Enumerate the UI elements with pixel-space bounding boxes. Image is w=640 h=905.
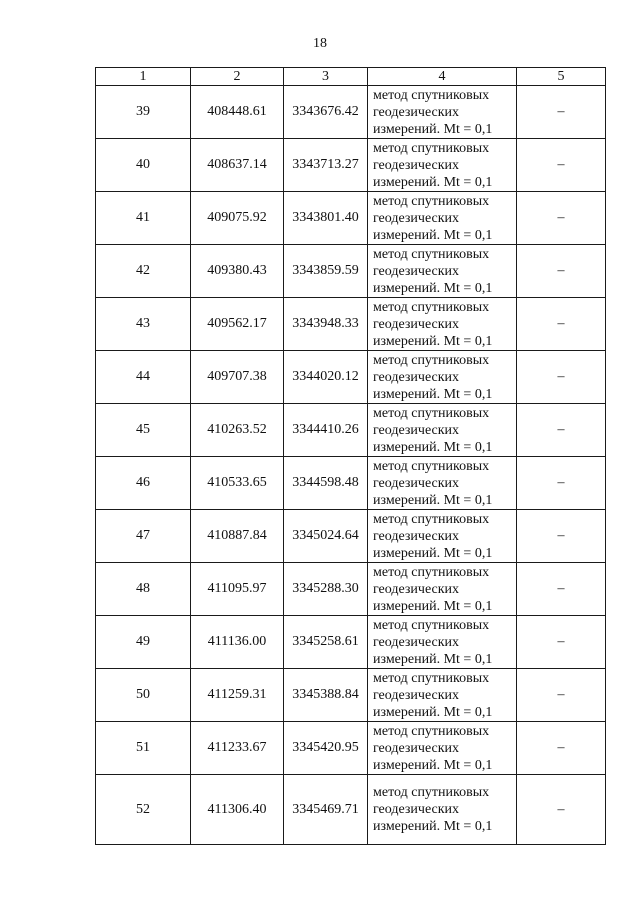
y-coordinate-cell: 3344410.26 xyxy=(284,404,368,457)
note-cell: – xyxy=(517,510,606,563)
point-number-cell: 44 xyxy=(96,351,191,404)
method-line: метод спутниковых xyxy=(373,785,490,800)
method-line: метод спутниковых xyxy=(373,723,490,739)
method-line: метод спутниковых xyxy=(373,140,490,156)
y-coordinate-cell: 3344020.12 xyxy=(284,351,368,404)
method-line: измерений. Mt = 0,1 xyxy=(373,819,493,834)
coordinates-table xyxy=(95,67,606,845)
table-row xyxy=(96,669,606,722)
point-number-cell: 39 xyxy=(96,86,191,139)
method-line: геодезических xyxy=(373,210,460,226)
y-coordinate-cell: 3343948.33 xyxy=(284,298,368,351)
method-line: метод спутниковых xyxy=(373,405,490,421)
method-line: метод спутниковых xyxy=(373,617,490,633)
y-coordinate-cell: 3345469.71 xyxy=(284,775,368,845)
x-coordinate-cell: 411233.67 xyxy=(191,722,284,775)
method-line: геодезических xyxy=(373,475,460,491)
table-row xyxy=(96,563,606,616)
note-cell: – xyxy=(517,563,606,616)
table-row xyxy=(96,457,606,510)
method-cell xyxy=(368,298,517,351)
method-line: метод спутниковых xyxy=(373,299,490,315)
method-cell xyxy=(368,245,517,298)
method-line: измерений. Mt = 0,1 xyxy=(373,227,493,243)
column-header: 5 xyxy=(517,68,606,86)
y-coordinate-cell: 3345288.30 xyxy=(284,563,368,616)
y-coordinate-cell: 3345420.95 xyxy=(284,722,368,775)
method-cell xyxy=(368,669,517,722)
note-cell: – xyxy=(517,351,606,404)
table-row xyxy=(96,298,606,351)
x-coordinate-cell: 411095.97 xyxy=(191,563,284,616)
point-number-cell: 47 xyxy=(96,510,191,563)
method-line: измерений. Mt = 0,1 xyxy=(373,121,493,137)
x-coordinate-cell: 409562.17 xyxy=(191,298,284,351)
table-row xyxy=(96,722,606,775)
method-line: измерений. Mt = 0,1 xyxy=(373,174,493,190)
method-line: измерений. Mt = 0,1 xyxy=(373,545,493,561)
point-number-cell: 49 xyxy=(96,616,191,669)
x-coordinate-cell: 409075.92 xyxy=(191,192,284,245)
point-number-cell: 52 xyxy=(96,775,191,845)
note-cell: – xyxy=(517,139,606,192)
x-coordinate-cell: 409380.43 xyxy=(191,245,284,298)
note-cell: – xyxy=(517,404,606,457)
point-number-cell: 51 xyxy=(96,722,191,775)
table-row xyxy=(96,245,606,298)
point-number-cell: 48 xyxy=(96,563,191,616)
method-line: метод спутниковых xyxy=(373,246,490,262)
table-body xyxy=(96,68,606,845)
method-line: измерений. Mt = 0,1 xyxy=(373,651,493,667)
method-line: геодезических xyxy=(373,422,460,438)
method-line: метод спутниковых xyxy=(373,458,490,474)
point-number-cell: 40 xyxy=(96,139,191,192)
note-cell: – xyxy=(517,722,606,775)
method-cell xyxy=(368,722,517,775)
method-line: геодезических xyxy=(373,157,460,173)
method-line: геодезических xyxy=(373,581,460,597)
method-line: геодезических xyxy=(373,740,460,756)
method-line: измерений. Mt = 0,1 xyxy=(373,439,493,455)
method-line: метод спутниковых xyxy=(373,670,490,686)
x-coordinate-cell: 408637.14 xyxy=(191,139,284,192)
note-cell: – xyxy=(517,86,606,139)
method-line: измерений. Mt = 0,1 xyxy=(373,598,493,614)
table-row xyxy=(96,510,606,563)
table-row xyxy=(96,351,606,404)
method-cell xyxy=(368,351,517,404)
y-coordinate-cell: 3344598.48 xyxy=(284,457,368,510)
method-line: измерений. Mt = 0,1 xyxy=(373,757,493,773)
table-header-row xyxy=(96,68,606,86)
method-cell xyxy=(368,616,517,669)
note-cell: – xyxy=(517,245,606,298)
x-coordinate-cell: 410533.65 xyxy=(191,457,284,510)
table-row xyxy=(96,192,606,245)
x-coordinate-cell: 411306.40 xyxy=(191,775,284,845)
method-cell xyxy=(368,457,517,510)
column-header: 2 xyxy=(191,68,284,86)
x-coordinate-cell: 411259.31 xyxy=(191,669,284,722)
method-cell xyxy=(368,139,517,192)
column-header: 3 xyxy=(284,68,368,86)
x-coordinate-cell: 410887.84 xyxy=(191,510,284,563)
method-cell xyxy=(368,563,517,616)
method-line: геодезических xyxy=(373,316,460,332)
point-number-cell: 42 xyxy=(96,245,191,298)
table-row xyxy=(96,86,606,139)
method-line: геодезических xyxy=(373,263,460,279)
note-cell: – xyxy=(517,616,606,669)
y-coordinate-cell: 3343859.59 xyxy=(284,245,368,298)
y-coordinate-cell: 3345024.64 xyxy=(284,510,368,563)
method-line: геодезических xyxy=(373,528,460,544)
method-line: измерений. Mt = 0,1 xyxy=(373,492,493,508)
y-coordinate-cell: 3343676.42 xyxy=(284,86,368,139)
y-coordinate-cell: 3345388.84 xyxy=(284,669,368,722)
method-line: геодезических xyxy=(373,369,460,385)
point-number-cell: 45 xyxy=(96,404,191,457)
x-coordinate-cell: 410263.52 xyxy=(191,404,284,457)
method-cell xyxy=(368,404,517,457)
method-line: измерений. Mt = 0,1 xyxy=(373,386,493,402)
method-cell xyxy=(368,510,517,563)
x-coordinate-cell: 409707.38 xyxy=(191,351,284,404)
note-cell: – xyxy=(517,669,606,722)
y-coordinate-cell: 3343801.40 xyxy=(284,192,368,245)
method-line: метод спутниковых xyxy=(373,193,490,209)
table-row xyxy=(96,139,606,192)
method-cell xyxy=(368,775,517,845)
table-row xyxy=(96,404,606,457)
method-line: измерений. Mt = 0,1 xyxy=(373,704,493,720)
method-line: геодезических xyxy=(373,104,460,120)
note-cell: – xyxy=(517,192,606,245)
column-header: 4 xyxy=(368,68,517,86)
table-row xyxy=(96,616,606,669)
table-row xyxy=(96,775,606,845)
method-line: метод спутниковых xyxy=(373,511,490,527)
method-line: метод спутниковых xyxy=(373,87,490,103)
note-cell: – xyxy=(517,775,606,845)
note-cell: – xyxy=(517,298,606,351)
point-number-cell: 46 xyxy=(96,457,191,510)
column-header: 1 xyxy=(96,68,191,86)
method-line: геодезических xyxy=(373,802,460,817)
method-line: измерений. Mt = 0,1 xyxy=(373,333,493,349)
method-line: геодезических xyxy=(373,634,460,650)
method-line: метод спутниковых xyxy=(373,352,490,368)
method-line: измерений. Mt = 0,1 xyxy=(373,280,493,296)
method-line: геодезических xyxy=(373,687,460,703)
method-cell xyxy=(368,192,517,245)
point-number-cell: 41 xyxy=(96,192,191,245)
method-cell xyxy=(368,86,517,139)
point-number-cell: 50 xyxy=(96,669,191,722)
x-coordinate-cell: 411136.00 xyxy=(191,616,284,669)
page-number: 18 xyxy=(313,36,327,51)
y-coordinate-cell: 3343713.27 xyxy=(284,139,368,192)
y-coordinate-cell: 3345258.61 xyxy=(284,616,368,669)
method-line: метод спутниковых xyxy=(373,564,490,580)
note-cell: – xyxy=(517,457,606,510)
x-coordinate-cell: 408448.61 xyxy=(191,86,284,139)
point-number-cell: 43 xyxy=(96,298,191,351)
